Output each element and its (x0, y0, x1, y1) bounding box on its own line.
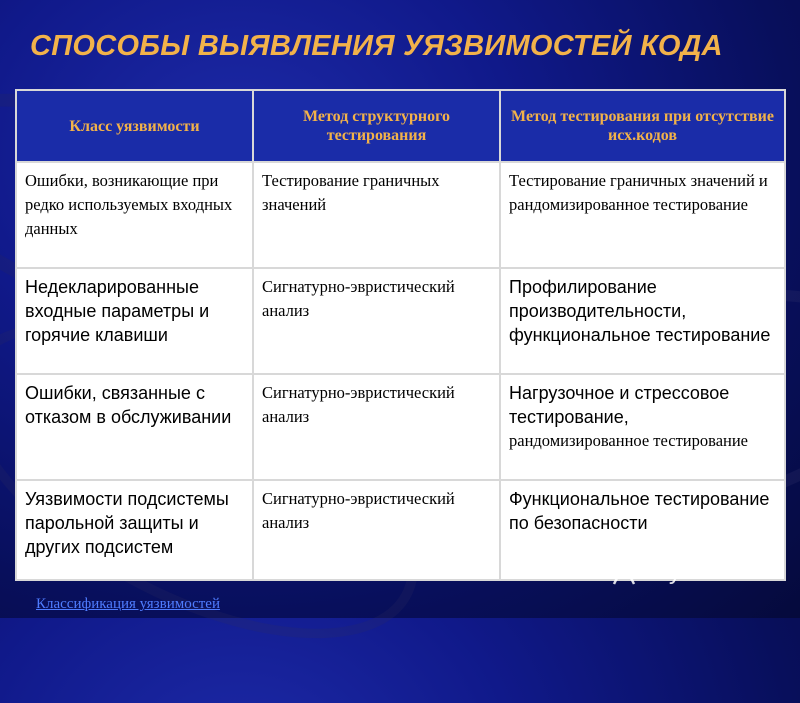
slide-title: СПОСОБЫ ВЫЯВЛЕНИЯ УЯЗВИМОСТЕЙ КОДА (30, 30, 723, 62)
cell-class: Ошибки, возникающие при редко используемых входных данных (16, 162, 253, 268)
watermark-text: MyShared (648, 556, 762, 585)
cell-no-source: Профилирование производительности, функциональное тестирование (500, 268, 785, 374)
cell-class: Недекларированные входные параметры и горячие клавиши (16, 268, 253, 374)
header-no-source-method: Метод тестирования при отсутствие исх.кодов (500, 90, 785, 162)
cell-structural: Тестирование граничных значений (253, 162, 500, 268)
cell-class: Ошибки, связанные с отказом в обслуживании (16, 374, 253, 480)
cell-no-source-line: рандомизированное тестирование (509, 431, 749, 450)
cell-structural: Сигнатурно-эвристический анализ (253, 268, 500, 374)
table-row (16, 268, 785, 374)
table-header-row (16, 90, 785, 162)
header-structural-method: Метод структурного тестирования (253, 90, 500, 162)
cell-no-source-line: Нагрузочное и стрессовое тестирование, (509, 383, 730, 427)
cell-no-source: Тестирование граничных значений и рандомизированное тестирование (500, 162, 785, 268)
header-vulnerability-class: Класс уязвимости (16, 90, 253, 162)
table-row (16, 162, 785, 268)
presentation-icon (606, 556, 642, 586)
table-row (16, 374, 785, 480)
classification-link[interactable]: Классификация уязвимостей (36, 596, 220, 612)
cell-structural: Сигнатурно-эвристический анализ (253, 480, 500, 580)
cell-structural: Сигнатурно-эвристический анализ (253, 374, 500, 480)
cell-no-source (500, 374, 785, 480)
vulnerability-table (15, 89, 786, 581)
watermark (606, 556, 762, 586)
cell-class: Уязвимости подсистемы парольной защиты и других подсистем (16, 480, 253, 580)
cell-no-source: Функциональное тестирование по безопасности (500, 480, 785, 580)
